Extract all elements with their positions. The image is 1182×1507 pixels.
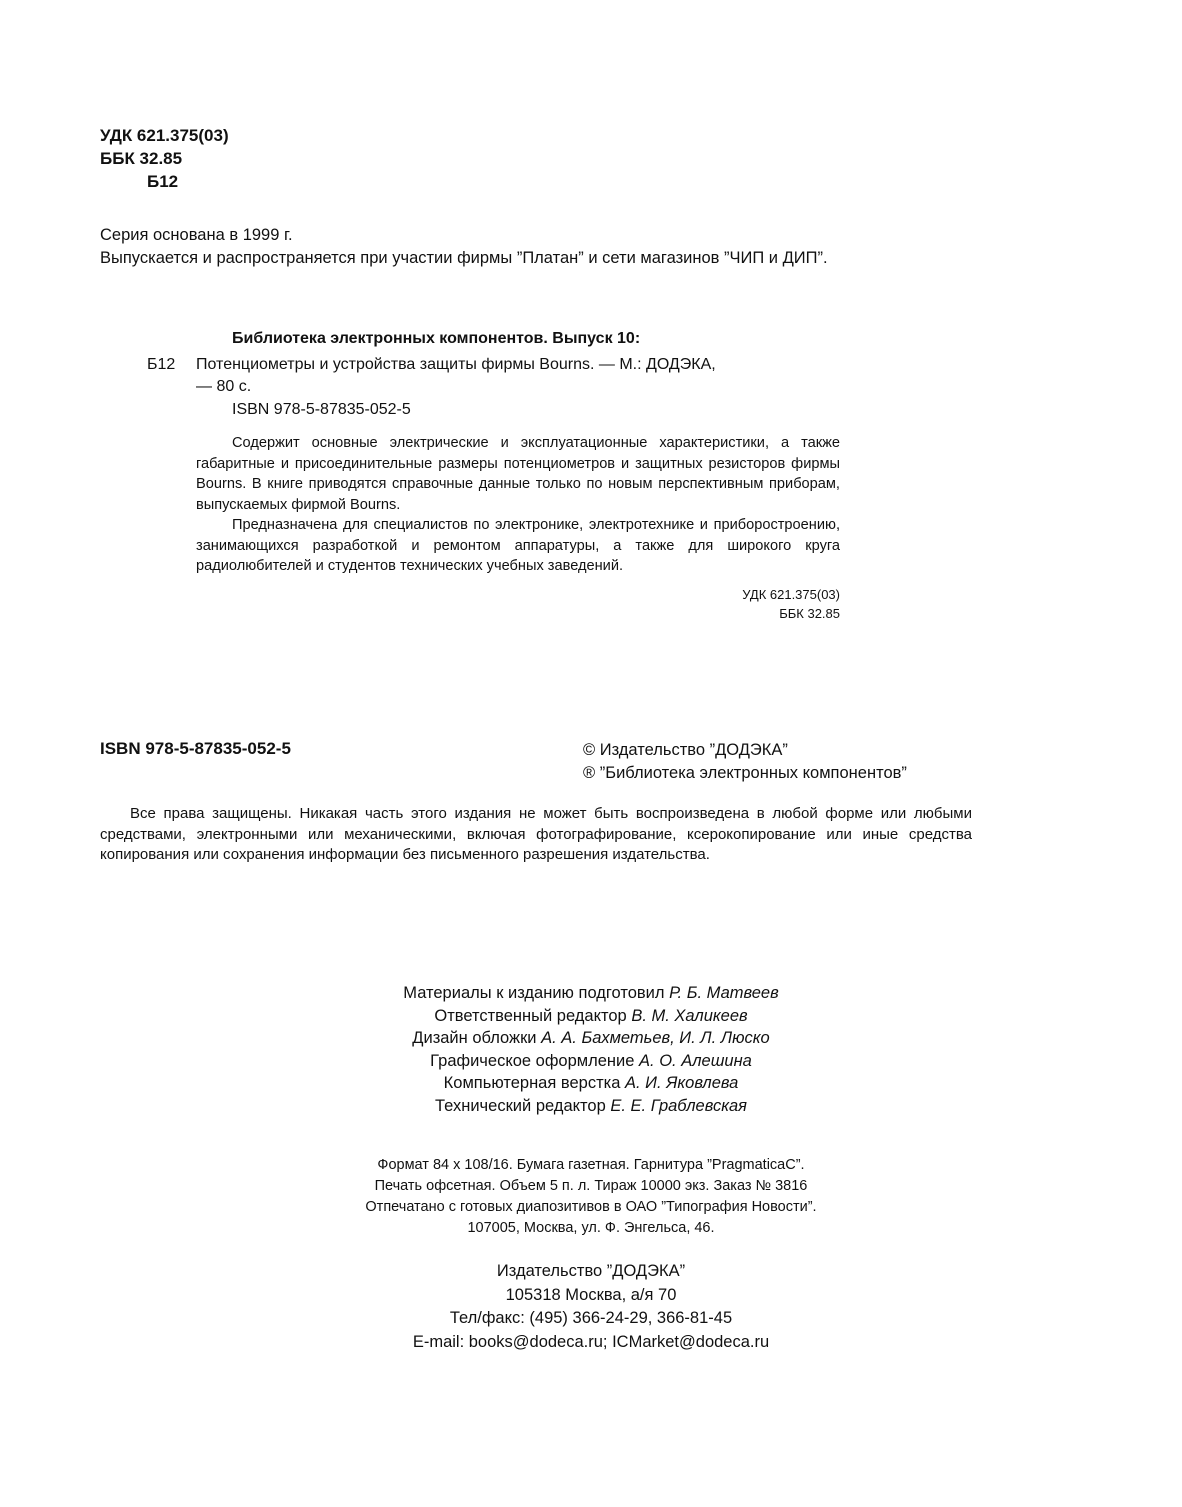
publisher-email: E-mail: books@dodeca.ru; ICMarket@dodeca.ru	[412, 1332, 770, 1351]
print-info	[0, 1155, 1182, 1239]
bib-series-title: Библиотека электронных компонентов. Выпуск 10:	[232, 330, 641, 347]
credit-name: В. М. Халикеев	[631, 1006, 748, 1025]
series-founded: Серия основана в 1999 г.	[100, 226, 293, 244]
bib-title-line: Потенциометры и устройства защиты фирмы Bourns. — М.: ДОДЭКА,	[196, 356, 716, 373]
rights-text: Все права защищены. Никакая часть этого издания не может быть воспроизведена в любой форме или любыми средствами, электронными или механическими, включая фотографирование, ксерокопирование или иные средства копирования или сохранения информации без письменного разрешения издательства.	[100, 805, 972, 863]
copyright-trademark: ® ”Библиотека электронных компонентов”	[583, 764, 907, 782]
credit-line	[0, 1050, 1182, 1073]
bib-author-mark: Б12	[147, 356, 176, 373]
credit-line	[0, 1005, 1182, 1028]
credit-name: А. И. Яковлева	[624, 1074, 739, 1092]
annotation	[196, 433, 840, 577]
bib-pages-line: — 80 с.	[196, 378, 252, 395]
credit-name: Е. Е. Граблевская	[610, 1096, 747, 1115]
credit-role: Технический редактор	[435, 1096, 606, 1115]
copyright-block	[583, 739, 907, 785]
print-info-line: 107005, Москва, ул. Ф. Энгельса, 46.	[467, 1220, 715, 1236]
bib-bbk: ББК 32.85	[779, 606, 840, 621]
publisher-name: Издательство ”ДОДЭКА”	[496, 1262, 686, 1280]
isbn-main: ISBN 978-5-87835-052-5	[100, 739, 291, 758]
classification-block	[100, 124, 229, 193]
credit-role: Графическое оформление	[430, 1051, 635, 1070]
rights-notice	[100, 804, 972, 866]
bib-udk: УДК 621.375(03)	[742, 587, 840, 602]
udk-code: УДК 621.375(03)	[100, 126, 229, 145]
print-info-line: Отпечатано с готовых диапозитивов в ОАО ”Типография Новости”.	[365, 1199, 817, 1215]
credits-block	[0, 982, 1182, 1117]
credit-name: Р. Б. Матвеев	[669, 984, 779, 1002]
bib-codes	[600, 585, 840, 623]
print-info-line: Формат 84 х 108/16. Бумага газетная. Гарнитура ”PragmaticaC”.	[377, 1157, 805, 1173]
credit-name: А. О. Алешина	[639, 1051, 752, 1070]
credit-role: Материалы к изданию подготовил	[403, 984, 665, 1002]
publisher-contacts	[0, 1260, 1182, 1354]
print-info-line: Печать офсетная. Объем 5 п. л. Тираж 10000 экз. Заказ № 3816	[374, 1178, 808, 1194]
credit-name: А. А. Бахметьев, И. Л. Люско	[541, 1029, 770, 1047]
credit-line	[0, 1095, 1182, 1118]
credit-line	[0, 1027, 1182, 1050]
annotation-paragraph-1: Содержит основные электрические и эксплуатационные характеристики, а также габаритные и присоединительные размеры потенциометров и защитных резисторов фирмы Bourns. В книге приводятся справочные данные только по новым перспективным приборам, выпускаемых фирмой Bourns.	[196, 435, 840, 513]
author-mark: Б12	[147, 172, 179, 191]
annotation-paragraph-2: Предназначена для специалистов по электронике, электротехнике и приборостроению, занимающихся разработкой и ремонтом аппаратуры, а также для широкого круга радиолюбителей и студентов технических учебных заведений.	[196, 517, 840, 574]
credit-line	[0, 1072, 1182, 1095]
copyright-publisher: © Издательство ”ДОДЭКА”	[583, 741, 788, 759]
series-distribution: Выпускается и распространяется при участии фирмы ”Платан” и сети магазинов ”ЧИП и ДИП”.	[100, 249, 828, 267]
credit-line	[0, 982, 1182, 1005]
credit-role: Ответственный редактор	[434, 1006, 627, 1025]
credit-role: Дизайн обложки	[412, 1029, 537, 1047]
publisher-address: 105318 Москва, а/я 70	[505, 1285, 677, 1304]
series-note	[100, 224, 828, 270]
publisher-phone: Тел/факс: (495) 366-24-29, 366-81-45	[449, 1309, 733, 1327]
bbk-code: ББК 32.85	[100, 149, 183, 168]
credit-role: Компьютерная верстка	[443, 1074, 621, 1092]
bib-isbn: ISBN 978-5-87835-052-5	[232, 401, 411, 418]
